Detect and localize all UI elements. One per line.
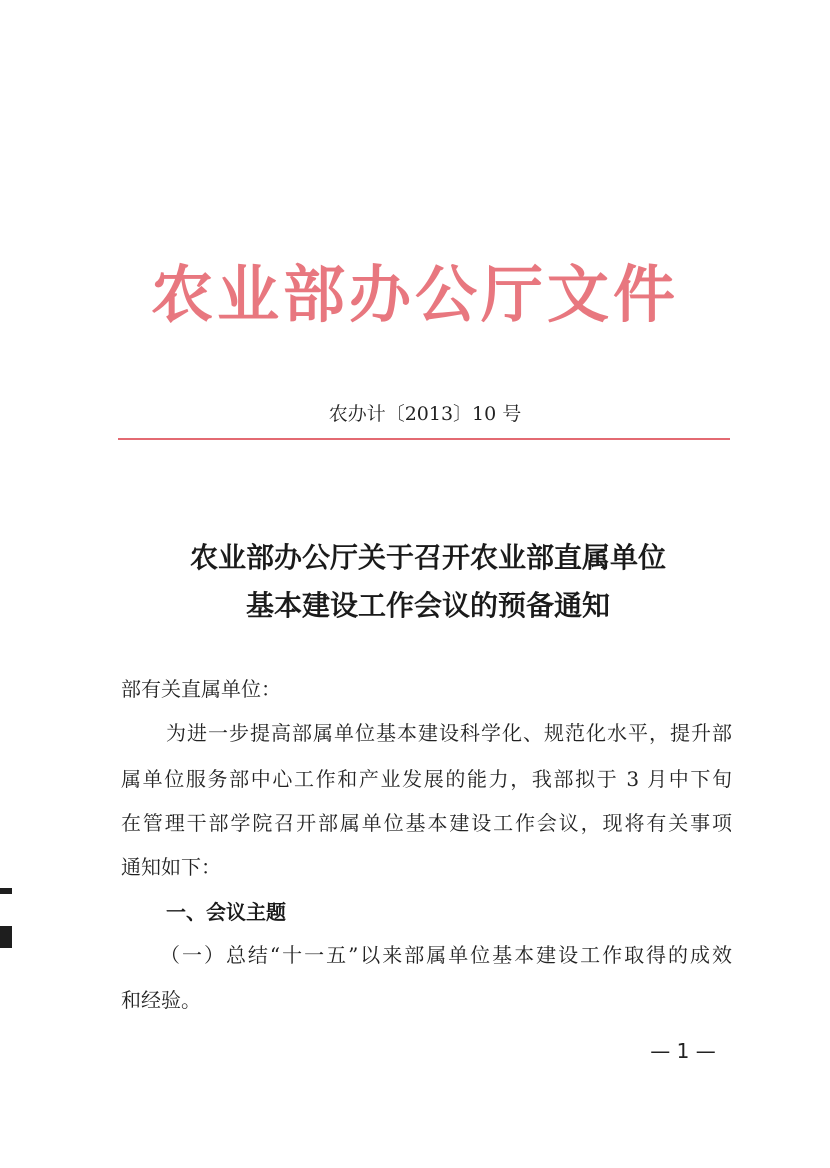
- page-number: — 1 —: [650, 1039, 716, 1063]
- scan-edge-mark: [0, 926, 12, 948]
- section-heading: 一、会议主题: [166, 900, 286, 924]
- paragraph-line: 属单位服务部中心工作和产业发展的能力，我部拟于 3 月中下旬: [121, 767, 732, 791]
- document-number: 农办计〔2013〕10 号: [328, 403, 522, 425]
- list-item-line: （一）总结“十一五”以来部属单位基本建设工作取得的成效: [160, 943, 732, 967]
- scan-edge-mark: [0, 888, 12, 894]
- paragraph-line: 通知如下：: [121, 855, 221, 879]
- notice-title-line-1: 农业部办公厅关于召开农业部直属单位: [189, 541, 666, 574]
- salutation: 部有关直属单位：: [121, 677, 281, 701]
- notice-title-line-2: 基本建设工作会议的预备通知: [245, 589, 610, 622]
- red-divider-line: [118, 438, 730, 440]
- paragraph-line: 在管理干部学院召开部属单位基本建设工作会议，现将有关事项: [121, 811, 732, 835]
- paragraph-line: 为进一步提高部属单位基本建设科学化、规范化水平，提升部: [166, 721, 732, 745]
- list-item-line: 和经验。: [121, 988, 201, 1012]
- document-masthead: 农业部办公厅文件: [150, 258, 679, 331]
